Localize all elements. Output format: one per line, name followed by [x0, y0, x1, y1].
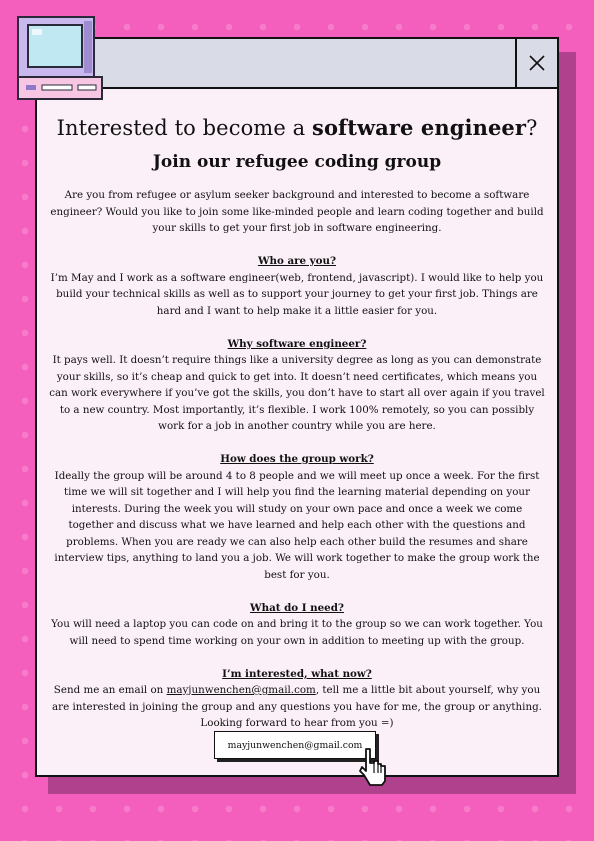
page-subtitle: Join our refugee coding group [152, 152, 442, 172]
window-titlebar [37, 39, 557, 89]
pointer-hand-cursor-icon [356, 745, 392, 791]
page-title: Interested to become a software engineer? [56, 115, 538, 140]
section-body: I’m May and I work as a software engineer(web, frontend, javascript). I would like to help you build your technical skills as well as to support your journey to get your first job. Things are hard and I want to help make it a little easier for you. [50, 271, 544, 317]
email-button[interactable]: mayjunwenchen@gmail.com [214, 731, 376, 759]
section-contact [49, 666, 545, 732]
section-why [49, 336, 545, 435]
section-title: I’m interested, what now? [222, 667, 372, 680]
section-title: Why software engineer? [227, 337, 367, 350]
flyer-content [49, 115, 545, 732]
window-close-button[interactable] [515, 39, 557, 87]
section-who [49, 253, 545, 319]
email-link[interactable]: mayjunwenchen@gmail.com [166, 684, 316, 696]
intro-paragraph: Are you from refugee or asylum seeker background and interested to become a software engineer? Would you like to join some like-minded people and learn coding together and build your skills to get your first job in software engineering. [50, 189, 544, 234]
section-title: Who are you? [257, 255, 337, 267]
section-need [49, 600, 545, 650]
section-title: How does the group work? [220, 453, 374, 465]
section-body: Send me an email on mayjunwenchen@gmail.com, tell me a little bit about yourself, why you are interested in joining the group and any questions you have for me, the group or anything. Looking forward to hear from you =) [52, 684, 542, 729]
retro-computer-icon [16, 15, 104, 101]
section-how [49, 451, 545, 583]
close-icon [528, 54, 546, 72]
popup-window [35, 37, 559, 777]
section-body: You will need a laptop you can code on and bring it to the group so we can work together. You will need to spend time working on your own in addition to meeting up with the group. [51, 618, 543, 647]
section-body: Ideally the group will be around 4 to 8 people and we will meet up once a week. For the first time we will sit together and I will help you find the learning material depending on your interests. During the week you will study on your own pace and once a week we come together and discuss what we have learned and help each other with the questions and problems. When you are ready we can also help each other build the resumes and share interview tips, anything to land you a job. We will work together to make the group work the best for you. [54, 469, 540, 581]
section-title: What do I need? [250, 601, 344, 614]
section-body: It pays well. It doesn’t require things like a university degree as long as you can demonstrate your skills, so it’s cheap and quick to get into. It doesn’t need certificates, which means you can work everywhere if you’ve got the skills, you don’t have to start all over again if you travel to a new country. Most importantly, it’s flexible. I work 100% remotely, so you can possibly work for a job in another country while you are here. [49, 354, 545, 432]
